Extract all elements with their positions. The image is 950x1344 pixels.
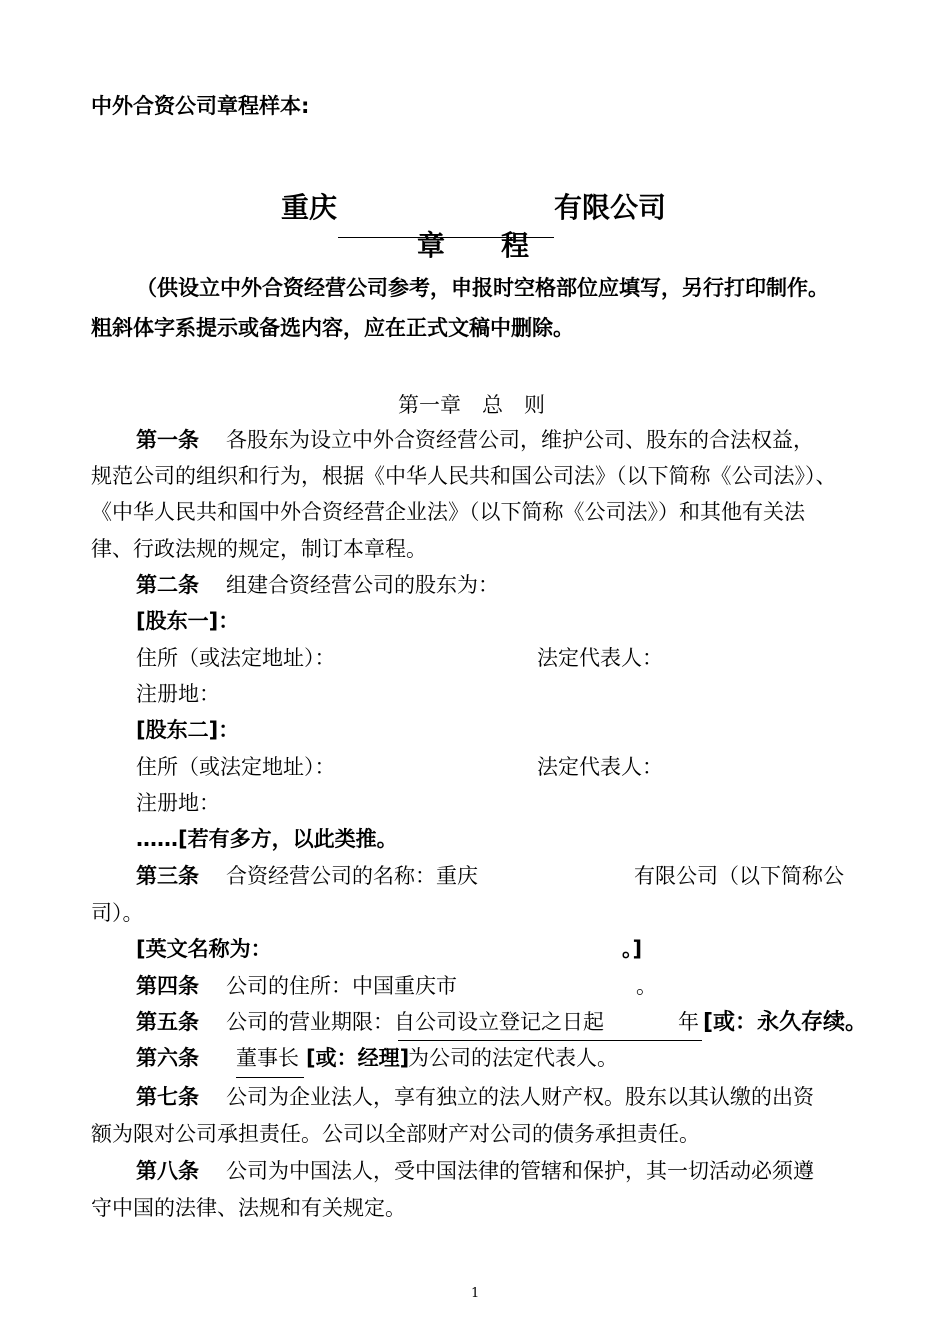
article-1-line-2: 规范公司的组织和行为，根据《中华人民共和国公司法》（以下简称《公司法》）、 <box>91 464 837 488</box>
article-2-label: 第二条 <box>136 573 199 597</box>
english-name-label: [英文名称为： <box>136 937 272 961</box>
article-8-line-2: 守中国的法律、法规和有关规定。 <box>91 1196 406 1220</box>
title-charter: 章 程 <box>417 229 530 262</box>
article-3-line-2: 司）。 <box>91 901 144 925</box>
shareholder-1-label: [股东一]： <box>136 609 240 633</box>
article-4-text: 公司的住所：中国重庆市 <box>226 974 457 998</box>
article-6-alternative: [或：经理] <box>306 1046 410 1070</box>
article-3-label: 第三条 <box>136 864 199 888</box>
shareholder-1-address: 住所（或法定地址）： <box>136 646 336 670</box>
article-4-label: 第四条 <box>136 974 199 998</box>
shareholder-1-registration: 注册地： <box>136 682 220 706</box>
article-3-text: 合资经营公司的名称：重庆 <box>226 864 478 888</box>
article-8-line-1: 公司为中国法人，受中国法律的管辖和保护，其一切活动必须遵 <box>226 1159 814 1183</box>
article-2-text: 组建合资经营公司的股东为： <box>226 573 499 597</box>
title-city: 重庆 <box>281 191 338 224</box>
more-shareholders-note: ……[若有多方，以此类推。 <box>136 827 398 851</box>
article-5-label: 第五条 <box>136 1010 199 1034</box>
article-5-alternative: [或：永久存续。 <box>703 1010 868 1035</box>
shareholder-2-label: [股东二]： <box>136 718 240 742</box>
article-6-label: 第六条 <box>136 1046 199 1070</box>
article-4-end: 。 <box>636 974 657 998</box>
page-number: 1 <box>471 1286 480 1301</box>
article-3-text-right: 有限公司（以下简称公 <box>634 864 844 888</box>
shareholder-1-representative: 法定代表人： <box>537 646 663 670</box>
article-7-label: 第七条 <box>136 1085 199 1109</box>
article-1-line-4: 律、行政法规的规定，制订本章程。 <box>91 537 427 561</box>
article-1-line-3: 《中华人民共和国中外合资经营企业法》（以下简称《公司法》）和其他有关法 <box>91 500 805 524</box>
article-8-label: 第八条 <box>136 1159 199 1183</box>
note-line-1: （供设立中外合资经营公司参考，申报时空格部位应填写，另行打印制作。 <box>136 276 829 300</box>
note-line-2: 粗斜体字系提示或备选内容，应在正式文稿中删除。 <box>91 316 574 340</box>
shareholder-2-representative: 法定代表人： <box>537 755 663 779</box>
chapter-title: 第一章 总 则 <box>398 393 545 417</box>
shareholder-2-address: 住所（或法定地址）： <box>136 755 336 779</box>
article-6-chairman: 董事长 <box>236 1046 299 1070</box>
article-5-year: 年 <box>678 1010 699 1034</box>
title-company-suffix: 有限公司 <box>554 191 667 224</box>
article-7-line-1: 公司为企业法人，享有独立的法人财产权。股东以其认缴的出资 <box>226 1085 814 1109</box>
article-5-text: 公司的营业期限：自公司设立登记之日起 <box>226 1010 604 1034</box>
shareholder-2-registration: 注册地： <box>136 791 220 815</box>
article-6-blank-line <box>236 1077 304 1078</box>
document-heading: 中外合资公司章程样本: <box>91 94 310 118</box>
article-5-rule <box>398 1040 702 1041</box>
article-6-text: 为公司的法定代表人。 <box>408 1046 618 1070</box>
article-7-line-2: 额为限对公司承担责任。公司以全部财产对公司的债务承担责任。 <box>91 1122 700 1146</box>
english-name-end: 。] <box>622 937 643 961</box>
article-1-label: 第一条 <box>136 428 199 452</box>
article-1-line-1: 各股东为设立中外合资经营公司，维护公司、股东的合法权益， <box>226 428 814 452</box>
